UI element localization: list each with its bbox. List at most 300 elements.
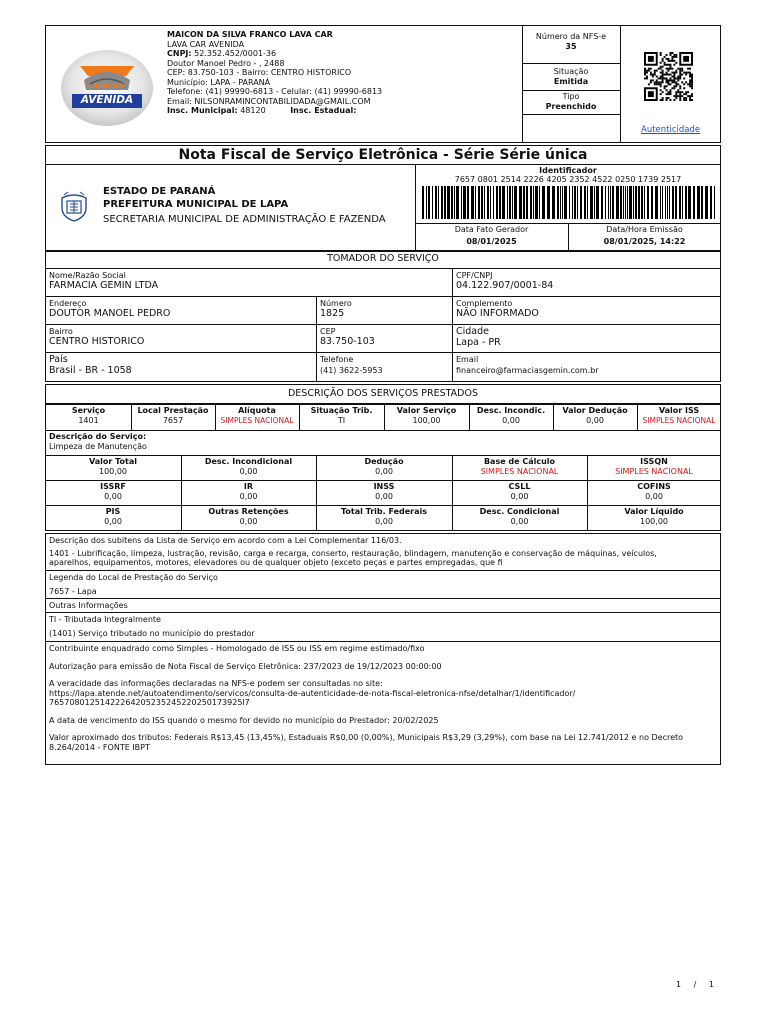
issuer-phone-line: Telefone: (41) 99990-6813 - Celular: (41) 99990-6813 [167, 87, 383, 96]
taker-district-field [49, 327, 144, 347]
service-code: 1401 [78, 416, 99, 425]
qr-module [677, 79, 679, 81]
ir-label: IR [243, 482, 254, 491]
barcode-bar [701, 186, 703, 219]
location-code: 7657 [162, 416, 184, 425]
qr-module [689, 79, 691, 81]
qr-module [650, 74, 652, 76]
qr-module [666, 93, 668, 95]
qr-module [658, 68, 660, 70]
other-retentions-label: Outras Retenções [208, 507, 289, 516]
qr-module [685, 99, 687, 101]
qr-module [668, 70, 670, 72]
qr-module [689, 85, 691, 87]
barcode-bar [426, 186, 427, 219]
taker-address: DOUTOR MANOEL PEDRO [49, 308, 171, 319]
qr-module [683, 87, 685, 89]
qr-module [666, 89, 668, 91]
qr-module [675, 91, 677, 93]
issuer-address: Doutor Manoel Pedro - , 2488 [167, 58, 285, 68]
issrf: 0,00 [104, 492, 122, 501]
qr-module [677, 83, 679, 85]
issuer-registrations [167, 106, 517, 116]
qr-module [664, 64, 666, 66]
qr-module [668, 79, 670, 81]
qr-module [666, 64, 668, 66]
location-value: 7657 - Lapa [49, 586, 97, 596]
barcode-bar [441, 186, 443, 219]
qr-module [668, 81, 670, 83]
taker-district-label: Bairro [49, 327, 73, 336]
qr-module [675, 77, 677, 79]
qr-module [662, 79, 664, 81]
qr-module [691, 87, 693, 89]
taker-country-field [49, 354, 132, 376]
qr-module [646, 76, 648, 78]
qr-module [669, 64, 671, 66]
notes-block [49, 644, 717, 752]
qr-module [689, 68, 691, 70]
barcode-bar [688, 186, 691, 219]
barcode-bar [514, 186, 517, 219]
service-description-label: Descrição do Serviço: [49, 432, 147, 441]
qr-module [681, 68, 683, 70]
authenticity-link[interactable]: Autenticidade [641, 125, 701, 135]
barcode-bar [616, 186, 619, 219]
barcode-bar [422, 186, 424, 219]
qr-module [673, 74, 675, 76]
qr-module [644, 77, 646, 79]
note-authorization: Autorização para emissão de Nota Fiscal de Serviço Eletrônica: 237/2023 de 19/12/2023 00:00:00 [49, 661, 442, 671]
qr-module [656, 79, 658, 81]
qr-module [662, 66, 664, 68]
issuer-logo [58, 44, 156, 128]
qr-module [679, 99, 681, 101]
tax-regime-line-1: TI - Tributada Integralmente [49, 615, 161, 624]
federal-taxes-label: Total Trib. Federais [340, 507, 428, 516]
taker-cep-field [320, 327, 375, 347]
qr-module [681, 91, 683, 93]
issrf-label: ISSRF [100, 482, 126, 491]
qr-module [662, 72, 664, 74]
qr-module [687, 95, 689, 97]
issuer-cnpj-line [167, 49, 517, 59]
qr-module [671, 68, 673, 70]
issuer-info [167, 30, 517, 116]
barcode-bar [467, 186, 469, 219]
taker-phone: (41) 3622-5953 [320, 366, 383, 375]
total-value-label: Valor Total [89, 457, 137, 466]
qr-module [689, 72, 691, 74]
qr-module [675, 56, 677, 58]
page-title: Nota Fiscal de Serviço Eletrônica - Série Série única [178, 147, 588, 163]
qr-module [681, 74, 683, 76]
barcode-bar [438, 186, 439, 219]
other-info-title: Outras Informações [49, 601, 128, 610]
issuer-ie-label: Insc. Estadual: [290, 106, 357, 115]
barcode-bar [542, 186, 545, 219]
qr-module [685, 81, 687, 83]
barcode-bar [675, 186, 677, 219]
barcode-bar [610, 186, 611, 219]
qr-module [666, 81, 668, 83]
qr-module [669, 83, 671, 85]
barcode-bar [533, 186, 534, 219]
taker-number: 1825 [320, 308, 345, 319]
qr-module [664, 74, 666, 76]
barcode-bar [587, 186, 588, 219]
barcode-bar [714, 186, 715, 219]
qr-module [668, 60, 670, 62]
qr-module [668, 74, 670, 76]
qr-module [650, 72, 652, 74]
barcode-bar [509, 186, 511, 219]
qr-module [668, 93, 670, 95]
qr-module [662, 77, 664, 79]
qr-module [675, 62, 677, 64]
logo-small-text: LAVACAR [88, 82, 124, 90]
qr-module [677, 91, 679, 93]
barcode-bar [627, 186, 628, 219]
qr-module [687, 83, 689, 85]
location-block [49, 573, 717, 596]
qr-module [691, 74, 693, 76]
barcode-bar [507, 186, 508, 219]
page-separator: / [693, 980, 697, 989]
qr-module [654, 83, 656, 85]
taker-complement: NÃO INFORMADO [456, 308, 539, 319]
qr-module [652, 76, 654, 78]
issqn-label: ISSQN [640, 457, 668, 466]
barcode-bar [655, 186, 658, 219]
service-code-header: Serviço [71, 406, 106, 415]
qr-code[interactable] [644, 52, 693, 101]
barcode-bar [454, 186, 455, 219]
qr-module [683, 77, 685, 79]
barcode-bar [569, 186, 570, 219]
qr-module [660, 77, 662, 79]
qr-module [689, 76, 691, 78]
qr-module [658, 77, 660, 79]
qr-module [660, 83, 662, 85]
qr-module [685, 93, 687, 95]
tax-regime-block [49, 615, 717, 638]
cond-discount: 0,00 [510, 517, 529, 526]
barcode-bar [512, 186, 513, 219]
barcode-bar [530, 186, 532, 219]
qr-module [662, 70, 664, 72]
fact-date-label: Data Fato Gerador [454, 225, 529, 234]
barcode-bar [562, 186, 563, 219]
qr-module [664, 77, 666, 79]
discount-value: 0,00 [502, 416, 520, 425]
qr-module [668, 58, 670, 60]
qr-module [675, 93, 677, 95]
qr-module [675, 97, 677, 99]
qr-module [675, 81, 677, 83]
coat-of-arms-icon [60, 190, 88, 222]
barcode-bar [519, 186, 522, 219]
qr-module [668, 83, 670, 85]
barcode-bar [502, 186, 505, 219]
qr-module [669, 79, 671, 81]
barcode-bar [456, 186, 459, 219]
qr-module [679, 77, 681, 79]
qr-module [673, 99, 675, 101]
qr-module [675, 72, 677, 74]
taker-city-label: Cidade [456, 326, 489, 337]
barcode-bar [490, 186, 491, 219]
other-retentions: 0,00 [239, 517, 258, 526]
qr-module [677, 68, 679, 70]
qr-module [673, 60, 675, 62]
qr-module [691, 83, 693, 85]
qr-module [671, 87, 673, 89]
qr-module [671, 79, 673, 81]
barcode-bar [447, 186, 450, 219]
note-verification-url: https://lapa.atende.net/autoatendimento/servicos/consulta-de-autenticidade-de-nota-fiscal-eletronica-nfse/detalhar/1/identificador/ [49, 688, 576, 698]
qr-module [666, 99, 668, 101]
barcode-bar [705, 186, 708, 219]
qr-module [650, 68, 652, 70]
barcode-bar [499, 186, 501, 219]
qr-module [662, 58, 664, 60]
csll-label: CSLL [508, 482, 531, 491]
barcode-bar [669, 186, 670, 219]
services-section-title: DESCRIÇÃO DOS SERVIÇOS PRESTADOS [287, 388, 478, 399]
qr-module [669, 60, 671, 62]
qr-module [679, 68, 681, 70]
identifier-value: 7657 0801 2514 2226 4205 2352 4522 0250 1739 2517 [454, 175, 682, 184]
qr-finder [648, 56, 654, 62]
qr-module [691, 77, 693, 79]
page-current: 1 [676, 980, 682, 989]
qr-module [660, 85, 662, 87]
qr-module [666, 74, 668, 76]
taker-doc-field [456, 271, 553, 291]
taker-complement-label: Complemento [456, 299, 513, 308]
qr-module [681, 70, 683, 72]
qr-module [669, 89, 671, 91]
qr-module [668, 97, 670, 99]
qr-module [691, 76, 693, 78]
qr-module [683, 72, 685, 74]
issuer-city-line: Município: LAPA - PARANÁ [167, 77, 271, 87]
barcode-bar [697, 186, 700, 219]
net-value-label: Valor Líquido [624, 507, 684, 516]
qr-module [685, 91, 687, 93]
qr-module [689, 97, 691, 99]
qr-module [669, 66, 671, 68]
qr-module [679, 70, 681, 72]
issuer-cnpj-label: CNPJ: [167, 49, 192, 58]
qr-module [660, 93, 662, 95]
qr-module [669, 77, 671, 79]
qr-module [646, 77, 648, 79]
issuer-im-label: Insc. Municipal: [167, 106, 238, 115]
qr-module [689, 95, 691, 97]
taker-cep: 83.750-103 [320, 336, 375, 347]
taker-country: Brasil - BR - 1058 [49, 365, 132, 376]
government-info [103, 185, 413, 227]
qr-module [644, 74, 646, 76]
qr-module [669, 93, 671, 95]
uncond-discount-label: Desc. Incondicional [204, 457, 293, 466]
barcode-bar [641, 186, 643, 219]
qr-module [675, 85, 677, 87]
nfse-number: 35 [565, 41, 577, 51]
type-value: Preenchido [545, 101, 597, 111]
emission-datetime: 08/01/2025, 14:22 [603, 236, 686, 246]
barcode-bar [435, 186, 437, 219]
barcode-bar [594, 186, 595, 219]
qr-module [691, 95, 693, 97]
issqn: SIMPLES NACIONAL [615, 467, 693, 476]
qr-module [679, 95, 681, 97]
qr-module [673, 56, 675, 58]
subitems-line-1: 1401 - Lubrificação, limpeza, lustração, revisão, carga e recarga, conserto, restauração, blindagem, manutenção e conservação de máquinas, veículos, [49, 548, 657, 558]
deduction-total-label: Dedução [364, 457, 404, 466]
qr-module [650, 79, 652, 81]
tax-status-value: TI [337, 416, 346, 425]
qr-module [679, 91, 681, 93]
qr-module [662, 99, 664, 101]
barcode-bar [577, 186, 578, 219]
qr-module [685, 72, 687, 74]
cofins-label: COFINS [637, 482, 671, 491]
qr-module [673, 72, 675, 74]
barcode-bar [475, 186, 476, 219]
qr-module [662, 60, 664, 62]
cofins: 0,00 [645, 492, 663, 501]
nfse-number-label: Número da NFS-e [535, 32, 607, 41]
barcode-bar [596, 186, 599, 219]
barcode-bar [547, 186, 550, 219]
secretary-name: SECRETARIA MUNICIPAL DE ADMINISTRAÇÃO E FAZENDA [103, 214, 386, 225]
qr-module [679, 76, 681, 78]
barcode-bar [644, 186, 645, 219]
location-header: Local Prestação [137, 406, 209, 415]
taker-city: Lapa - PR [456, 337, 501, 348]
location-title: Legenda do Local de Prestação do Serviço [49, 573, 218, 582]
qr-module [669, 74, 671, 76]
taker-section-title: TOMADOR DO SERVIÇO [327, 253, 439, 264]
pis: 0,00 [104, 517, 122, 526]
qr-module [679, 97, 681, 99]
qr-module [660, 81, 662, 83]
calc-base-label: Base de Cálculo [483, 457, 556, 466]
barcode-bar [580, 186, 582, 219]
qr-module [671, 76, 673, 78]
barcode [422, 186, 715, 219]
inss-label: INSS [373, 482, 395, 491]
qr-module [691, 85, 693, 87]
service-description-text: Limpeza de Manutenção [49, 441, 147, 451]
rate-header: Alíquota [238, 406, 276, 415]
barcode-bar [667, 186, 668, 219]
qr-module [648, 68, 650, 70]
qr-module [677, 89, 679, 91]
taker-country-label: País [49, 354, 68, 365]
qr-module [675, 70, 677, 72]
qr-module [660, 89, 662, 91]
qr-module [675, 83, 677, 85]
inss: 0,00 [375, 492, 393, 501]
qr-module [671, 58, 673, 60]
barcode-bar [693, 186, 695, 219]
total-value: 100,00 [99, 467, 127, 476]
taker-cep-label: CEP [320, 327, 336, 336]
note-tax-source: 8.264/2014 - FONTE IBPT [49, 742, 150, 752]
issuer-cnpj: 52.352.452/0001-36 [194, 49, 277, 58]
nfse-number-box [522, 32, 620, 51]
qr-module [669, 54, 671, 56]
logo-text: AVENIDA [80, 94, 134, 106]
qr-module [666, 79, 668, 81]
qr-module [648, 83, 650, 85]
qr-module [671, 60, 673, 62]
taker-number-label: Número [320, 299, 352, 308]
qr-module [650, 81, 652, 83]
qr-module [673, 95, 675, 97]
qr-module [666, 77, 668, 79]
barcode-bar [557, 186, 559, 219]
barcode-bar [564, 186, 567, 219]
qr-module [654, 74, 656, 76]
qr-module [683, 97, 685, 99]
barcode-bar [682, 186, 683, 219]
fact-date-box [415, 225, 568, 246]
type-box [522, 92, 620, 111]
situation-box [522, 67, 620, 86]
qr-module [691, 99, 693, 101]
taker-address-label: Endereço [49, 299, 87, 308]
issuer-name: MAICON DA SILVA FRANCO LAVA CAR [167, 30, 333, 39]
qr-module [660, 62, 662, 64]
barcode-bar [660, 186, 661, 219]
taker-city-field [456, 326, 501, 348]
qr-module [673, 54, 675, 56]
barcode-bar [481, 186, 483, 219]
qr-module [681, 81, 683, 83]
note-verification-id: 76570801251422264205235245220250173925l7 [49, 698, 250, 707]
qr-module [671, 52, 673, 54]
qr-module [656, 81, 658, 83]
qr-module [675, 95, 677, 97]
barcode-bar [629, 186, 632, 219]
discount-header: Desc. Incondic. [476, 406, 546, 415]
qr-module [646, 72, 648, 74]
qr-module [660, 76, 662, 78]
note-verification: A veracidade das informações declaradas na NFS-e podem ser consultadas no site: [49, 679, 383, 688]
qr-module [662, 97, 664, 99]
qr-module [669, 91, 671, 93]
barcode-bar [685, 186, 687, 219]
qr-module [658, 83, 660, 85]
barcode-bar [620, 186, 622, 219]
qr-module [671, 72, 673, 74]
qr-module [660, 99, 662, 101]
barcode-bar [444, 186, 446, 219]
subitems-title: Descrição dos subitens da Lista de Serviço em acordo com a Lei Complementar 116/03. [49, 536, 402, 545]
calc-base: SIMPLES NACIONAL [480, 467, 559, 476]
qr-module [685, 74, 687, 76]
barcode-bar [463, 186, 466, 219]
net-value: 100,00 [640, 517, 668, 526]
qr-module [687, 91, 689, 93]
qr-module [644, 72, 646, 74]
issuer-im: 48120 [240, 106, 266, 115]
